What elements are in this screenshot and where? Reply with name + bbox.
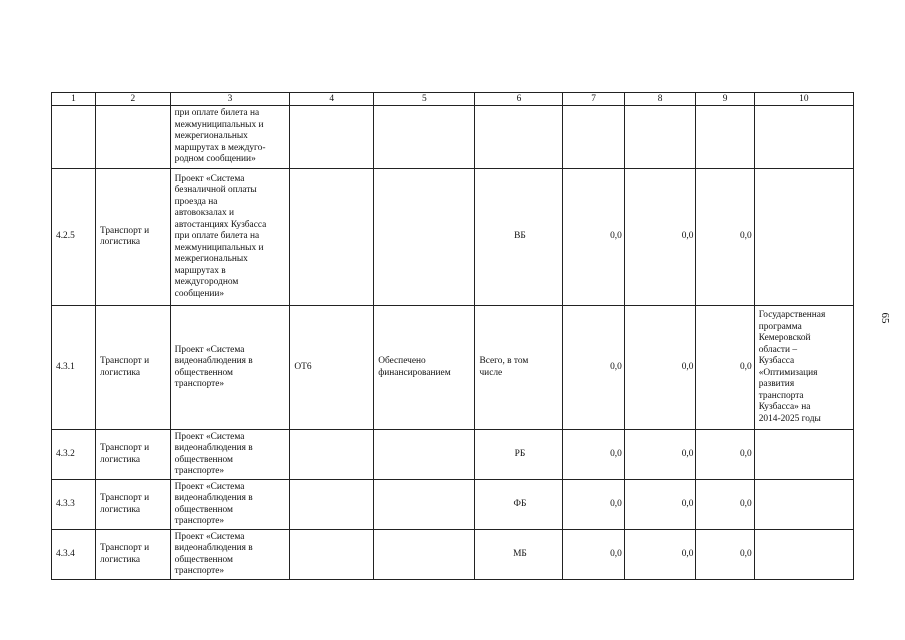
row-code: 4.3.2 — [52, 430, 96, 480]
row-value-7: 0,0 — [563, 480, 624, 530]
header-cell-6: 6 — [475, 93, 563, 106]
row-project-text: Проект «Система видеонаблюдения в общественном транспорте» — [174, 431, 253, 476]
row-program — [754, 169, 853, 306]
row-col5-text: Обеспечено финансированием — [378, 356, 451, 378]
row-program — [754, 306, 853, 430]
row-sector-text: Транспорт и логистика — [99, 543, 150, 565]
header-cell-9: 9 — [696, 93, 754, 106]
page-number: 65 — [879, 312, 891, 324]
row-col5 — [374, 430, 475, 480]
row-code: 4.3.3 — [52, 480, 96, 530]
continuation-project-text: при оплате билета на межмуниципальных и межрегиональных маршрутах в междуго- родном сообщении» — [174, 108, 266, 165]
continuation-col6 — [475, 106, 563, 169]
row-sector — [95, 480, 170, 530]
row-code: 4.3.1 — [52, 306, 96, 430]
row-source: ВБ — [475, 169, 563, 306]
table-row — [52, 430, 854, 480]
row-value-7: 0,0 — [563, 169, 624, 306]
row-value-9: 0,0 — [696, 169, 754, 306]
table-row — [52, 306, 854, 430]
row-project — [170, 480, 290, 530]
row-project-text: Проект «Система видеонаблюдения в общественном транспорте» — [174, 481, 253, 526]
continuation-col5 — [374, 106, 475, 169]
row-sector — [95, 306, 170, 430]
row-value-8: 0,0 — [624, 430, 696, 480]
row-project-text: Проект «Система видеонаблюдения в общественном транспорте» — [174, 344, 253, 389]
row-value-9: 0,0 — [696, 480, 754, 530]
table-row — [52, 169, 854, 306]
table-row — [52, 480, 854, 530]
row-program-text: Государственная программа Кемеровской области – Кузбасса «Оптимизация развития транспорта Кузбасса» на 2014-2025 годы — [758, 310, 826, 424]
row-program — [754, 480, 853, 530]
row-sector-text: Транспорт и логистика — [99, 225, 150, 247]
row-project — [170, 169, 290, 306]
row-sector-text: Транспорт и логистика — [99, 443, 150, 465]
row-col5 — [374, 480, 475, 530]
row-sector — [95, 169, 170, 306]
header-cell-10: 10 — [754, 93, 853, 106]
continuation-col10 — [754, 106, 853, 169]
continuation-col9 — [696, 106, 754, 169]
row-project — [170, 430, 290, 480]
row-col4 — [290, 430, 374, 480]
row-project-text: Проект «Система видеонаблюдения в общественном транспорте» — [174, 531, 253, 576]
row-value-8: 0,0 — [624, 306, 696, 430]
row-value-9: 0,0 — [696, 530, 754, 580]
row-sector-text: Транспорт и логистика — [99, 356, 150, 378]
row-value-7: 0,0 — [563, 430, 624, 480]
header-cell-3: 3 — [170, 93, 290, 106]
row-value-7: 0,0 — [563, 306, 624, 430]
continuation-col7 — [563, 106, 624, 169]
row-sector-text: Транспорт и логистика — [99, 493, 150, 515]
row-source — [475, 306, 563, 430]
table-row — [52, 530, 854, 580]
continuation-col4 — [290, 106, 374, 169]
row-col4 — [290, 530, 374, 580]
header-cell-8: 8 — [624, 93, 696, 106]
row-sector — [95, 530, 170, 580]
row-project — [170, 530, 290, 580]
row-value-8: 0,0 — [624, 480, 696, 530]
row-value-8: 0,0 — [624, 530, 696, 580]
row-source-text: Всего, в том числе — [479, 356, 529, 378]
row-code: 4.3.4 — [52, 530, 96, 580]
row-col4 — [290, 169, 374, 306]
row-source: РБ — [475, 430, 563, 480]
row-value-7: 0,0 — [563, 530, 624, 580]
continuation-code-cell — [52, 106, 96, 169]
row-col5 — [374, 530, 475, 580]
header-row — [52, 93, 854, 106]
header-cell-5: 5 — [374, 93, 475, 106]
header-cell-4: 4 — [290, 93, 374, 106]
row-col5 — [374, 169, 475, 306]
continuation-row — [52, 106, 854, 169]
row-program — [754, 530, 853, 580]
row-value-9: 0,0 — [696, 306, 754, 430]
row-col4 — [290, 480, 374, 530]
continuation-project-cell — [170, 106, 290, 169]
row-col5 — [374, 306, 475, 430]
program-table — [51, 92, 854, 580]
row-code: 4.2.5 — [52, 169, 96, 306]
row-col4: ОТ6 — [290, 306, 374, 430]
row-project-text: Проект «Система безналичной оплаты проезда на автовокзалах и автостанциях Кузбасса при оплате билета на межмуниципальных и межрегиональных маршрутах в междугородном сообщении» — [174, 173, 267, 299]
continuation-col8 — [624, 106, 696, 169]
header-cell-7: 7 — [563, 93, 624, 106]
continuation-sector-cell — [95, 106, 170, 169]
row-value-9: 0,0 — [696, 430, 754, 480]
row-source: МБ — [475, 530, 563, 580]
row-source: ФБ — [475, 480, 563, 530]
header-cell-1: 1 — [52, 93, 96, 106]
row-program — [754, 430, 853, 480]
row-project — [170, 306, 290, 430]
header-cell-2: 2 — [95, 93, 170, 106]
row-value-8: 0,0 — [624, 169, 696, 306]
row-sector — [95, 430, 170, 480]
